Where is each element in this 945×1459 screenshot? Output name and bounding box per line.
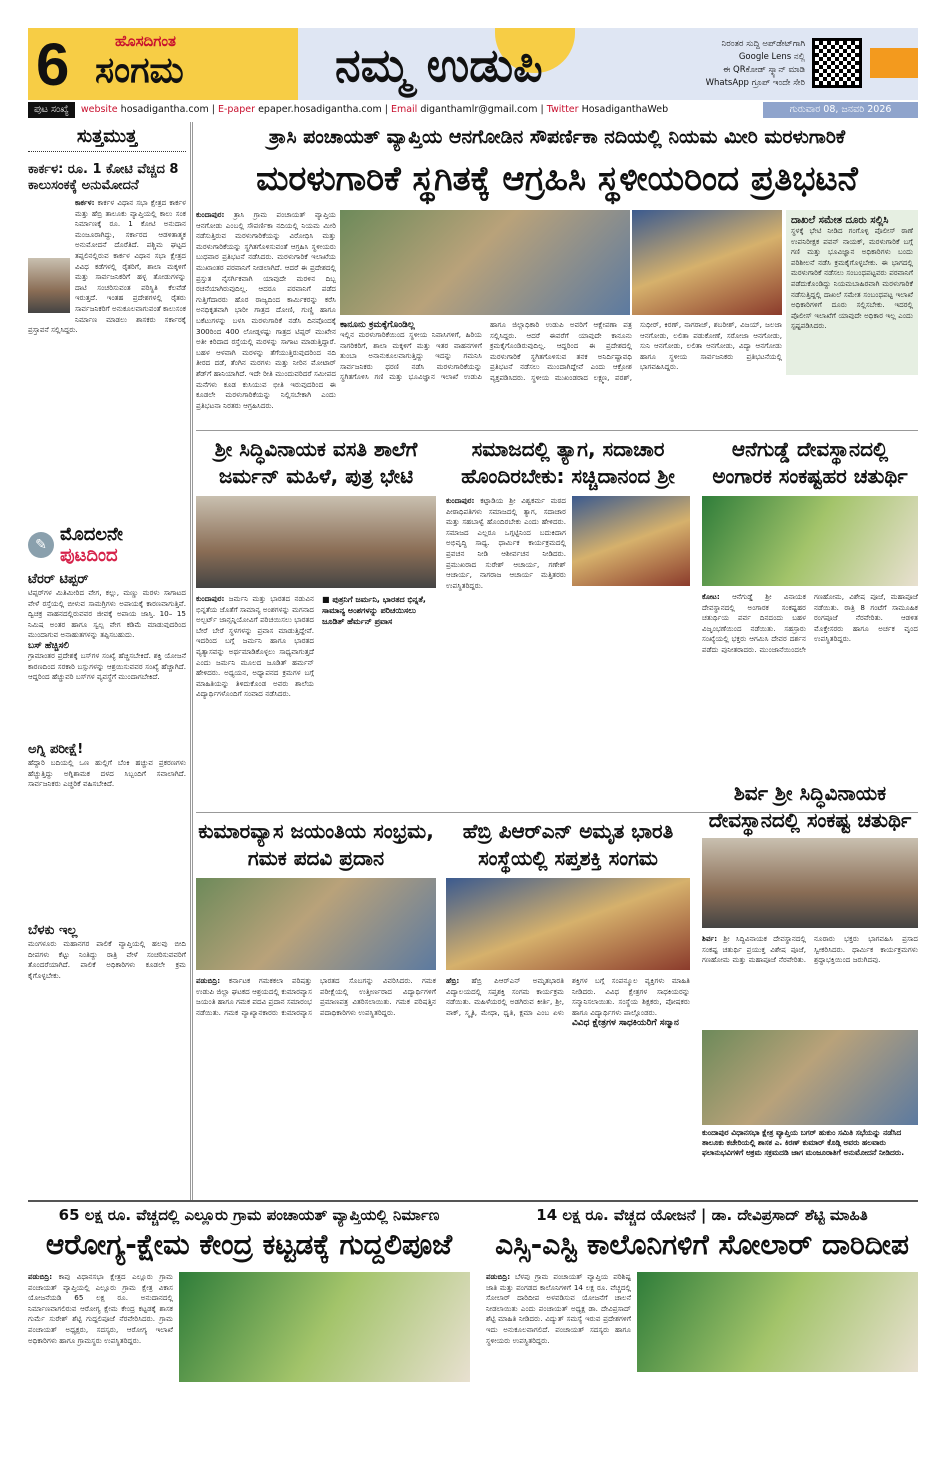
dateline: ಪಡುಬಿದ್ರಿ: bbox=[196, 976, 221, 985]
divider bbox=[196, 430, 918, 431]
story-title: ಕಾರ್ಕಳ: ರೂ. 1 ಕೋಟಿ ವೆಚ್ಚದ 8 ಕಾಲುಸಂಕಕ್ಕೆ ಅನುಮೋದನೆ bbox=[28, 162, 179, 193]
dateline: ಶಿರ್ವ: bbox=[702, 934, 718, 943]
story-title: ಟೆರರ್ ಟಿಪ್ಪರ್ bbox=[28, 572, 89, 587]
website-link[interactable]: hosadigantha.com bbox=[120, 104, 209, 115]
story-headline: ಸಮಾಜದಲ್ಲಿ ತ್ಯಾಗ, ಸದಾಚಾರ ಹೊಂದಿರಬೇಕು: ಸಚ್ಚಿದಾನಂದ ಶ್ರೀ bbox=[461, 437, 675, 488]
story-body bbox=[702, 934, 918, 1024]
visit-photo bbox=[196, 496, 436, 588]
feature-title: ಮೊದಲನೇ bbox=[60, 524, 123, 545]
story-body: ಮಂಗಳೂರು ಮಹಾನಗರ ಪಾಲಿಕೆ ವ್ಯಾಪ್ತಿಯಲ್ಲಿ ಹಲವು ಬೀದಿ ದೀಪಗಳು ಕೆಟ್ಟು ನಿಂತಿದ್ದು ರಾತ್ರಿ ವೇಳೆ ಸಂಚರಿಸುವವರಿಗೆ ತೊಂದರೆಯಾಗಿದೆ. ಪಾಲಿಕೆ ಅಧಿಕಾರಿಗಳು ಕೂಡಲೇ ಕ್ರಮ ಕೈಗೊಳ್ಳಬೇಕು. bbox=[28, 939, 186, 980]
story-text: ಕಾರ್ಕಳ ವಿಧಾನ ಸಭಾ ಕ್ಷೇತ್ರದ ಕಾರ್ಕಳ ಮತ್ತು ಹೆಬ್ರಿ ತಾಲೂಕು ವ್ಯಾಪ್ತಿಯಲ್ಲಿ ಕಾಲು ಸಂಕ ನಿರ್ಮಾಣಕ್ಕೆ ರೂ. 1 ಕೋಟಿ ಅನುದಾನ ಮಂಜೂರಾಗಿದ್ದು, ಸರ್ಕಾರದ ಆಡಳಿತಾತ್ಮಕ ಅನುಮೋದನೆ ದೊರೆತಿದೆ. ಪಶ್ಚಿಮ ಘಟ್ಟದ ತಪ್ಪಲಿನಲ್ಲಿರುವ ಕಾರ್ಕಳ ವಿಧಾನ ಸಭಾ ಕ್ಷೇತ್ರದ ವಿವಿಧ ಕಡೆಗಳಲ್ಲಿ ರೈತರಿಗೆ, ಶಾಲಾ ಮಕ್ಕಳಿಗೆ ಮತ್ತು ಸಾರ್ವಜನಿಕರಿಗೆ ಹಳ್ಳ ತೋಡುಗಳನ್ನು ದಾಟಿ ಸಂಚರಿಸುವಂತ ಪರಿಸ್ಥಿತಿ ಕೆಲವೆಡೆ ಇರುತ್ತದೆ. ಇಂತಹ ಪ್ರದೇಶಗಳಲ್ಲಿ ರೈತರು ಸಾರ್ವಜನಿಕರಿಗೆ ಅನುಕೂಲವಾಗುವಂತೆ ಕಾಲುಸಂಕ ನಿರ್ಮಾಣ ಮಾಡಲು ಶಾಸಕರು ಸರ್ಕಾರಕ್ಕೆ ಪ್ರಸ್ತಾವನೆ ಸಲ್ಲಿಸಿದ್ದರು. bbox=[28, 198, 186, 335]
qr-line: Google Lens ನಲ್ಲಿ bbox=[738, 52, 805, 62]
section-logo: ಸುತ್ತಮುತ್ತ bbox=[28, 126, 186, 152]
story-health-centre bbox=[28, 1206, 470, 1432]
sidebar-text: ಸ್ಥಳಕ್ಕೆ ಭೇಟಿ ನೀಡಿದ ಗಂಗೊಳ್ಳಿ ಪೊಲೀಸ್ ಠಾಣೆ ಉಪನಿರೀಕ್ಷಕ ಪವನ್ ನಾಯಕ್, ಮರಳುಗಾರಿಕೆ ಬಗ್ಗೆ ಗಣಿ ಮತ್ತು ಭೂವಿಜ್ಞಾನ ಅಧಿಕಾರಿಗಳು ಬಂದು ಪರಿಶೀಲನೆ ನಡೆಸಿ ಕ್ರಮಕೈಗೊಳ್ಳಬೇಕು. ಈ ಭಾಗದಲ್ಲಿ ಮರಳುಗಾರಿಕೆ ನಡೆಸಲು ಸಂಬಂಧಪಟ್ಟವರು ಪರವಾನಿಗೆ ಪಡೆದುಕೊಂಡಿದ್ದು ನಿಯಮಬಾಹಿರವಾಗಿ ಮರಳುಗಾರಿಕೆ ನಡೆಸುತ್ತಿದ್ದಲ್ಲಿ ದಾಖಲೆ ಸಮೇತ ಸಂಬಂಧಪಟ್ಟ ಇಲಾಖೆ ಅಧಿಕಾರಿಗಳಿಗೆ ದೂರು ಸಲ್ಲಿಸಬೇಕು. ಇದರಲ್ಲಿ ಪೊಲೀಸ್ ಇಲಾಖೆಗೆ ಯಾವುದೇ ಅಧಿಕಾರ ಇಲ್ಲ ಎಂದು ಸ್ಪಷ್ಟಪಡಿಸಿದರು. bbox=[791, 226, 913, 331]
qr-code[interactable] bbox=[812, 38, 862, 88]
photo-caption: ಕುಂದಾಪುರ ವಿಧಾನಸಭಾ ಕ್ಷೇತ್ರ ವ್ಯಾಪ್ತಿಯ ಬಗರ್ ಹುಕುಂ ಸಮಿತಿ ಸಭೆಯನ್ನು ನಡೆಸಿದ ತಾಲೂಕು ಕಚೇರಿಯಲ್ಲಿ ಶಾಸಕ ಎ. ಕಿರಣ್ ಕುಮಾರ್ ಕೊಡ್ಗಿ ಅವರು ಹಲವಾರು ಫಲಾನುಭವಿಗಳಿಗೆ ಅಕ್ರಮ ಸಕ್ರಮದಡಿ ಜಾಗ ಮಂಜೂರಾತಿಗೆ ಅನುಮೋದನೆ ನೀಡಿದರು. bbox=[702, 1128, 905, 1157]
story-shirva bbox=[702, 780, 918, 1158]
dateline: ಕುಂದಾಪುರ: bbox=[196, 594, 225, 603]
story-headline: ಆನೆಗುಡ್ಡೆ ದೇವಸ್ಥಾನದಲ್ಲಿ ಅಂಗಾರಕ ಸಂಕಷ್ಟಹರ ಚತುರ್ಥಿ bbox=[712, 437, 908, 488]
temple-crowd-photo bbox=[702, 496, 918, 586]
story-headline: ಹೆಬ್ರಿ ಪಿಆರ್‌ಎನ್ ಅಮೃತ ಭಾರತಿ ಸಂಸ್ಥೆಯಲ್ಲಿ ಸಪ್ತಶಕ್ತಿ ಸಂಗಮ bbox=[462, 819, 674, 870]
email-label: Email bbox=[390, 104, 418, 115]
protest-photo bbox=[340, 210, 630, 315]
story-body bbox=[446, 496, 566, 816]
sangama-photo bbox=[446, 878, 690, 970]
dateline: ಕುಂದಾಪುರ: bbox=[196, 210, 225, 219]
story-text: ತ್ರಾಸಿ ಗ್ರಾಮ ಪಂಚಾಯತ್ ವ್ಯಾಪ್ತಿಯ ಆನಗೋಡು ಎಂಬಲ್ಲಿ ಸೌಪರ್ಣಿಕಾ ನದಿಯಲ್ಲಿ ನಿಯಮ ಮೀರಿ ನಡೆಸುತ್ತಿರುವ ಮರಳುಗಾರಿಕೆಯನ್ನು ವಿರೋಧಿಸಿ ಮತ್ತು ಮರಳುಗಾರಿಕೆಯನ್ನು ಸ್ಥಗಿತಗೊಳಿಸುವಂತೆ ಆಗ್ರಹಿಸಿ ಸ್ಥಳೀಯರು ಬುಧವಾರ ಪ್ರತಿಭಟನೆ ನಡೆಸಿದರು. ಮರಳುಗಾರಿಕೆ ಇಲಾಖೆಯ ಮುಖಾಂತರ ಪರವಾನಿಗೆ ನೀಡಲಾಗಿದೆ. ಆದರೆ ಈ ಪ್ರದೇಶದಲ್ಲಿ ಪ್ರಸ್ತುತ ನೈಸರ್ಗಿಕವಾಗಿ ಯಾವುದೇ ಮರಳಿನ ದಿಬ್ಬ ರಚನೆಯಾಗಿರುವುದಿಲ್ಲ. ಆದರೂ ಪರವಾನಿಗೆ ಪಡೆದ ಗುತ್ತಿಗೆದಾರರು ಹೊರ ರಾಜ್ಯದಿಂದ ಕಾರ್ಮಿಕರನ್ನು ಕರೆಸಿ ಅನಧಿಕೃತವಾಗಿ ಭಾರೀ ಗಾತ್ರದ ದೋಣಿ, ಗುಣ್ಣಿ ಹಾಗೂ ಬಕೆಟುಗಳನ್ನು ಬಳಸಿ ಮರಳುಗಾರಿಕೆ ನಡೆಸಿ ದಿನವೊಂದಕ್ಕೆ 300ರಿಂದ 400 ಲೋಡ್ಗಳಷ್ಟು ಗಾತ್ರದ ಟಿಪ್ಪರ್ ಮುಖೇನ ಅತೀ ಕಿರಿದಾದ ರಸ್ತೆಯಲ್ಲಿ ಮರಳನ್ನು ಸಾಗಾಟ ಮಾಡುತ್ತಿದ್ದಾರೆ. ಬಹಳ ಆಳವಾಗಿ ಮರಳನ್ನು ತೆಗೆಯುತ್ತಿರುವುದರಿಂದ ನದಿ ತೀರದ ದಡೆ, ತೆಂಗಿನ ಮರಗಳು ಮತ್ತು ನೀರಿನ ಮೋಟಾರ್ ಶೆಡ್‌ಗೆ ಹಾನಿಯಾಗಿದೆ. ಇದೇ ರೀತಿ ಮುಂದುವರಿದರೆ ಸಮೀಪದ ಮನೆಗಳು ಕೂಡ ಕುಸಿಯುವ ಭೀತಿ ಇರುವುದರಿಂದ ಈ ಕೂಡಲೇ ಮರಳುಗಾರಿಕೆಯನ್ನು ನಿಲ್ಲಿಸಬೇಕಾಗಿ ಎಂದು ಪ್ರತಿಭಟನಾ ನಿರತರು ಆಗ್ರಹಿಸಿದರು. bbox=[196, 210, 336, 410]
story-text: ಹೆದ್ದಾರಿ ಬದಿಯಲ್ಲಿ ಒಣ ಹುಲ್ಲಿಗೆ ಬೆಂಕಿ ಹಚ್ಚುವ ಪ್ರಕರಣಗಳು ಹೆಚ್ಚುತ್ತಿದ್ದು ಅಗ್ನಿಶಾಮಕ ದಳದ ಸಿಬ್ಬಂದಿಗೆ ಸವಾಲಾಗಿದೆ. ಸಾರ್ವಜನಿಕರು ಎಚ್ಚರಿಕೆ ವಹಿಸಬೇಕಿದೆ. bbox=[28, 758, 186, 789]
story-headline: ಆರೋಗ್ಯ-ಕ್ಷೇಮ ಕೇಂದ್ರ ಕಟ್ಟಡಕ್ಕೆ ಗುದ್ದಲಿಪೂಜೆ bbox=[45, 1228, 453, 1261]
qr-line: WhatsApp ಗ್ರೂಪ್ ಇಂದೇ ಸೇರಿ bbox=[705, 78, 805, 88]
story-kicker: 65 ಲಕ್ಷ ರೂ. ವೆಚ್ಚದಲ್ಲಿ ಎಲ್ಲೂರು ಗ್ರಾಮ ಪಂಚಾಯತ್ ವ್ಯಾಪ್ತಿಯಲ್ಲಿ ನಿರ್ಮಾಣ bbox=[58, 1206, 440, 1224]
story-anegudde bbox=[702, 436, 918, 792]
story-title: ಬೆಳಕು ಇಲ್ಲ bbox=[28, 923, 78, 938]
story-title: ಅಗ್ನಿ ಪರೀಕ್ಷೆ! bbox=[28, 742, 84, 757]
twitter-link[interactable]: HosadiganthaWeb bbox=[581, 104, 669, 115]
story-body bbox=[28, 758, 186, 923]
pencil-icon: ✎ bbox=[28, 532, 54, 558]
dateline: ಕಾರ್ಕಳ: bbox=[75, 198, 95, 207]
meeting-photo bbox=[702, 1030, 918, 1125]
contact-links: website hosadigantha.com | E-paper epaper.hosadigantha.com | Email diganthamlr@gmail.com | Twitter HosadiganthaWeb bbox=[80, 104, 669, 115]
story-body bbox=[28, 198, 186, 516]
dateline: ಕೋಟ: bbox=[702, 592, 720, 601]
left-column bbox=[28, 126, 186, 1039]
dateline: ಹೆಬ್ರಿ: bbox=[446, 976, 460, 985]
story-saptashakti bbox=[446, 818, 690, 1191]
edition-title: ನಮ್ಮ ಉಡುಪಿ bbox=[335, 38, 543, 92]
story-body bbox=[196, 976, 436, 1191]
column-divider bbox=[190, 122, 193, 1202]
story-german-visit bbox=[196, 436, 436, 794]
issue-date: ಗುರುವಾರ 08, ಜನವರಿ 2026 bbox=[763, 102, 918, 118]
qr-line: ನಿರಂತರ ಸುದ್ದಿ ಅಪ್‌ಡೇಟ್‌ಗಾಗಿ bbox=[721, 39, 805, 49]
story-text: ಕರ್ನಾಟಕ ಗಮಕಕಲಾ ಪರಿಷತ್ತು ಉಡುಪಿ ಜಿಲ್ಲಾ ಘಟಕದ ಆಶ್ರಯದಲ್ಲಿ ಕುಮಾರವ್ಯಾಸ ಜಯಂತಿ ಹಾಗೂ ಗಮಕ ಪದವಿ ಪ್ರದಾನ ಸಮಾರಂಭ ನಡೆಯಿತು. ಗಮಕ ವ್ಯಾಖ್ಯಾನಕಾರರು ಕುಮಾರವ್ಯಾಸ ಭಾರತದ ಸೊಬಗನ್ನು ವಿವರಿಸಿದರು. ಗಮಕ ಪರೀಕ್ಷೆಯಲ್ಲಿ ಉತ್ತೀರ್ಣರಾದ ವಿದ್ಯಾರ್ಥಿಗಳಿಗೆ ಪ್ರಮಾಣಪತ್ರ ವಿತರಿಸಲಾಯಿತು. ಗಮಕ ಪರಿಷತ್ತಿನ ಪದಾಧಿಕಾರಿಗಳು ಉಪಸ್ಥಿತರಿದ್ದರು. bbox=[196, 976, 436, 1017]
story-headline: ಶಿರ್ವ ಶ್ರೀ ಸಿದ್ಧಿವಿನಾಯಕ ದೇವಸ್ಥಾನದಲ್ಲಿ ಸಂಕಷ್ಟ ಚತುರ್ಥಿ bbox=[708, 781, 912, 832]
story-swamiji bbox=[446, 436, 690, 816]
subheading: ಬಸ್ ಹೆಚ್ಚಿಸಲಿ bbox=[28, 640, 69, 651]
pooja-photo bbox=[702, 838, 918, 928]
story-headline: ಎಸ್ಸಿ-ಎಸ್ಟಿ ಕಾಲೊನಿಗಳಿಗೆ ಸೋಲಾರ್ ದಾರಿದೀಪ bbox=[495, 1228, 909, 1261]
story-headline: ಕುಮಾರವ್ಯಾಸ ಜಯಂತಿಯ ಸಂಭ್ರಮ, ಗಮಕ ಪದವಿ ಪ್ರದಾನ bbox=[198, 819, 434, 870]
story-text: ಇಲ್ಲಿನ ಮರಳುಗಾರಿಕೆಯಿಂದ ಸ್ಥಳೀಯ ನಿವಾಸಿಗಳಿಗೆ, ಹಿರಿಯ ನಾಗರಿಕರಿಗೆ, ಶಾಲಾ ಮಕ್ಕಳಿಗೆ ಮತ್ತು ಇತರ ವಾಹನಗಳಿಗೆ ತುಂಬಾ ಅನಾನುಕೂಲವಾಗುತ್ತಿದ್ದು ಇದನ್ನು ಗಮನಿಸಿ ಸಾರ್ವಜನಿಕರು ಧರಣಿ ನಡೆಸಿ ಮರಳುಗಾರಿಕೆಯನ್ನು ಸ್ಥಗಿತಗೊಳಿಸಿ ಗಣಿ ಮತ್ತು ಭೂವಿಜ್ಞಾನ ಇಲಾಖೆ ಉಡುಪಿ ಹಾಗೂ ಜಿಲ್ಲಾಧಿಕಾರಿ ಉಡುಪಿ ಅವರಿಗೆ ಆಕ್ಷೇಪಣಾ ಪತ್ರ ಸಲ್ಲಿಸಿದ್ದರು. ಆದರೆ ಈವರೆಗೆ ಯಾವುದೇ ಕಾನೂನು ಕ್ರಮಕೈಗೊಂಡಿರುವುದಿಲ್ಲ. ಆದ್ದರಿಂದ ಈ ಪ್ರದೇಶದಲ್ಲಿ ಮರಳುಗಾರಿಕೆ ಸ್ಥಗಿತಗೊಳಿಸುವ ತನಕ ಅನಿರ್ದಿಷ್ಟಾವಧಿ ಪ್ರತಿಭಟನೆ ನಡೆಸಲು ಮುಂದಾಗಿದ್ದೇವೆ ಎಂದು ಆಕ್ರೋಶ ವ್ಯಕ್ತಪಡಿಸಿದರು. ಸ್ಥಳೀಯ ಮುಖಂಡರಾದ ಲಕ್ಷ್ಮಣ, ಪರಶ್, ಸುಧೀರ್, ಕಿರಣ್, ನಾಗರಾಜ್, ಶಬರೀಶ್, ವಿಜಯ್, ಜಲಜಾ ಆನಗೋಡು, ಲಲಿತಾ ಪಡುಕೋಣೆ, ಸರೋಜಾ ಆನಗೋಡು, ಸುನಿ ಆನಗೋಡು, ಲಲಿತಾ ಆನಗೋಡು, ವಿದ್ಯಾ ಆನಗೋಡು ಹಾಗೂ ಸ್ಥಳೀಯ ಸಾರ್ವಜನಿಕರು ಪ್ರತಿಭಟನೆಯಲ್ಲಿ ಭಾಗವಹಿಸಿದ್ದರು. bbox=[340, 320, 782, 382]
story-text: ಗ್ರಾಮಾಂತರ ಪ್ರದೇಶಕ್ಕೆ ಬಸ್‌ಗಳ ಸಂಖ್ಯೆ ಹೆಚ್ಚಿಸಬೇಕಿದೆ. ಶಕ್ತಿ ಯೋಜನೆ ಕಾರಣದಿಂದ ಸರಕಾರಿ ಬಸ್ಸುಗಳನ್ನು ಆಶ್ರಯಿಸುವವರ ಸಂಖ್ಯೆ ಹೆಚ್ಚಾಗಿದೆ. ಆದ್ದರಿಂದ ಹೆಚ್ಚುವರಿ ಬಸ್‌ಗಳ ವ್ಯವಸ್ಥೆಗೆ ಮುಂದಾಗಬೇಕಿದೆ. bbox=[28, 650, 186, 682]
story-text: ಹೆಬ್ರಿ ಪಿಆರ್‌ಎನ್ ಅಮೃತಭಾರತಿ ವಿದ್ಯಾಲಯದಲ್ಲಿ ಸಪ್ತಶಕ್ತಿ ಸಂಗಮ ಕಾರ್ಯಕ್ರಮ ನಡೆಯಿತು. ಮಹಿಳೆಯರಲ್ಲಿ ಅಡಗಿರುವ ಕೀರ್ತಿ, ಶ್ರೀ, ವಾಕ್, ಸ್ಮೃತಿ, ಮೇಧಾ, ಧೃತಿ, ಕ್ಷಮಾ ಎಂಬ ಏಳು ಶಕ್ತಿಗಳ ಬಗ್ಗೆ ಸಂಪನ್ಮೂಲ ವ್ಯಕ್ತಿಗಳು ಮಾಹಿತಿ ನೀಡಿದರು. ವಿವಿಧ ಕ್ಷೇತ್ರಗಳ ಸಾಧಕಿಯರನ್ನು ಸನ್ಮಾನಿಸಲಾಯಿತು. ಸಂಸ್ಥೆಯ ಶಿಕ್ಷಕರು, ಪೋಷಕರು ಹಾಗೂ ವಿದ್ಯಾರ್ಥಿಗಳು ಪಾಲ್ಗೊಂಡರು. bbox=[446, 976, 690, 1017]
divider bbox=[28, 1200, 918, 1202]
story-kicker: 14 ಲಕ್ಷ ರೂ. ವೆಚ್ಚದ ಯೋಜನೆ | ಡಾ. ದೇವಿಪ್ರಸಾದ್ ಶೆಟ್ಟಿ ಮಾಹಿತಿ bbox=[536, 1206, 868, 1224]
gamaka-photo bbox=[196, 878, 436, 970]
story-solar-lamps bbox=[486, 1206, 918, 1432]
dateline: ಕುಂದಾಪುರ: bbox=[446, 496, 475, 505]
lead-body bbox=[196, 210, 336, 425]
epaper-label: E-paper bbox=[217, 104, 256, 115]
story-kumaravyasa bbox=[196, 818, 436, 1191]
sidebar-box bbox=[786, 210, 918, 375]
newspaper-logo: ಹೊಸದಿಗಂತ bbox=[115, 32, 176, 50]
story-body bbox=[28, 1272, 173, 1432]
orange-accent bbox=[870, 48, 918, 78]
feature-title-accent: ಪುಟದಿಂದ bbox=[60, 545, 118, 566]
sidebar-title: ದಾಖಲೆ ಸಮೇತ ದೂರು ಸಲ್ಲಿಸಿ bbox=[791, 215, 889, 226]
story-text: ಕಾಪು ವಿಧಾನಸಭಾ ಕ್ಷೇತ್ರದ ಎಲ್ಲೂರು ಗ್ರಾಮ ಪಂಚಾಯತ್ ವ್ಯಾಪ್ತಿಯಲ್ಲಿ ಎಲ್ಲೂರು ಗ್ರಾಮ ಕ್ಷೇತ್ರ ವಿಕಾಸ ಯೋಜನೆಯಡಿ 65 ಲಕ್ಷ ರೂ. ಅನುದಾನದಲ್ಲಿ ನಿರ್ಮಾಣವಾಗಲಿರುವ ಆರೋಗ್ಯ ಕ್ಷೇಮ ಕೇಂದ್ರ ಕಟ್ಟಡಕ್ಕೆ ಶಾಸಕ ಗುರ್ಮೆ ಸುರೇಶ್ ಶೆಟ್ಟಿ ಗುದ್ದಲಿಪೂಜೆ ನೆರವೇರಿಸಿದರು. ಗ್ರಾಮ ಪಂಚಾಯತ್ ಅಧ್ಯಕ್ಷರು, ಸದಸ್ಯರು, ಆರೋಗ್ಯ ಇಲಾಖೆ ಅಧಿಕಾರಿಗಳು ಹಾಗೂ ಗ್ರಾಮಸ್ಥರು ಉಪಸ್ಥಿತರಿದ್ದರು. bbox=[28, 1272, 173, 1345]
qr-instructions bbox=[660, 38, 805, 90]
epaper-link[interactable]: epaper.hosadigantha.com bbox=[258, 104, 382, 115]
lead-body-continued bbox=[340, 320, 782, 425]
story-body bbox=[196, 594, 314, 794]
river-photo bbox=[632, 210, 782, 315]
groundbreaking-photo bbox=[179, 1272, 470, 1382]
pull-quote: ■ ಪುತ್ರನಿಗೆ ಜರ್ಮನಿ, ಭಾರತದ ಭಿನ್ನತೆ, ಸಾಮಾನ್ಯ ಅಂಶಗಳನ್ನು ಪರಿಚಯಿಸಲು ಜೂಡಿತ್ ಹೆರ್ಮನ್ ಪ್ರವಾಸ bbox=[322, 595, 426, 626]
story-text: ಬೆಳಪು ಗ್ರಾಮ ಪಂಚಾಯತ್ ವ್ಯಾಪ್ತಿಯ ಪರಿಶಿಷ್ಟ ಜಾತಿ ಮತ್ತು ಪಂಗಡದ ಕಾಲೊನಿಗಳಿಗೆ 14 ಲಕ್ಷ ರೂ. ವೆಚ್ಚದಲ್ಲಿ ಸೋಲಾರ್ ದಾರಿದೀಪ ಅಳವಡಿಸುವ ಯೋಜನೆಗೆ ಚಾಲನೆ ನೀಡಲಾಯಿತು ಎಂದು ಪಂಚಾಯತ್ ಅಧ್ಯಕ್ಷ ಡಾ. ದೇವಿಪ್ರಸಾದ್ ಶೆಟ್ಟಿ ಮಾಹಿತಿ ನೀಡಿದರು. ವಿದ್ಯುತ್ ಸಮಸ್ಯೆ ಇರುವ ಪ್ರದೇಶಗಳಿಗೆ ಇದು ಅನುಕೂಲವಾಗಲಿದೆ. ಪಂಚಾಯತ್ ಸದಸ್ಯರು ಹಾಗೂ ಸ್ಥಳೀಯರು ಉಪಸ್ಥಿತರಿದ್ದರು. bbox=[486, 1272, 631, 1345]
page-label: ಪುಟ ಸಂಖ್ಯೆ bbox=[28, 102, 75, 118]
story-text: ಆನೆಗುಡ್ಡೆ ಶ್ರೀ ವಿನಾಯಕ ದೇವಸ್ಥಾನದಲ್ಲಿ ಅಂಗಾರಕ ಸಂಕಷ್ಟಹರ ಚತುರ್ಥಿಯ ಪರ್ವ ದಿನದಂದು ಬಹಳ ವಿಜೃಂಭಣೆಯಿಂದ ನಡೆಯಿತು. ಸಹಸ್ರಾರು ಸಂಖ್ಯೆಯಲ್ಲಿ ಭಕ್ತರು ಆಗಮಿಸಿ ದೇವರ ದರ್ಶನ ಪಡೆದು ಪುನೀತರಾದರು. ಮುಂಜಾನೆಯಿಂದಲೇ ಗಣಹೋಮ, ವಿಶೇಷ ಪೂಜೆ, ಮಹಾಪೂಜೆ ನಡೆಯಿತು. ರಾತ್ರಿ 8 ಗಂಟೆಗೆ ಸಾಮೂಹಿಕ ರಂಗಪೂಜೆ ನೆರವೇರಿತು. ಆಡಳಿತ ಮೊಕ್ತೇಸರರು ಹಾಗೂ ಅರ್ಚಕ ವೃಂದ ಉಪಸ್ಥಿತರಿದ್ದರು. bbox=[702, 592, 918, 654]
email-link[interactable]: diganthamlr@gmail.com bbox=[420, 104, 538, 115]
story-body bbox=[486, 1272, 631, 1432]
swamiji-photo bbox=[572, 496, 690, 586]
supplement-title: ಸಂಗಮ bbox=[95, 50, 184, 91]
twitter-label: Twitter bbox=[546, 104, 579, 115]
solar-lamp-photo bbox=[637, 1272, 918, 1372]
qr-line: ಈ QRಕೋಡ್ ಸ್ಕ್ಯಾನ್ ಮಾಡಿ bbox=[722, 65, 805, 75]
info-strip bbox=[28, 102, 918, 118]
subheading: ವಿವಿಧ ಕ್ಷೇತ್ರಗಳ ಸಾಧಕಿಯರಿಗೆ ಸನ್ಮಾನ bbox=[572, 1018, 679, 1029]
story-text: ಕಟ್ಪಾಡಿಯ ಶ್ರೀ ವಿಶ್ವಕರ್ಮ ಮಠದ ಪೀಠಾಧಿಪತಿಗಳು ಸಮಾಜದಲ್ಲಿ ತ್ಯಾಗ, ಸದಾಚಾರ ಮತ್ತು ಸಹಬಾಳ್ವೆ ಹೊಂದಿರಬೇಕು ಎಂದು ಹೇಳಿದರು. ಸಮಾಜದ ಎಲ್ಲರೂ ಒಗ್ಗಟ್ಟಿನಿಂದ ಬದುಕಿದಾಗ ಅಭಿವೃದ್ಧಿ ಸಾಧ್ಯ. ಧಾರ್ಮಿಕ ಕಾರ್ಯಕ್ರಮದಲ್ಲಿ ಪ್ರವಚನ ನೀಡಿ ಆಶೀರ್ವಚನ ನೀಡಿದರು. ಪ್ರಮುಖರಾದ ಸುರೇಶ್ ಆಚಾರ್ಯ, ಗಣೇಶ್ ಆಚಾರ್ಯ, ನಾಗರಾಜ ಆಚಾರ್ಯ ಮತ್ತಿತರರು ಉಪಸ್ಥಿತರಿದ್ದರು. bbox=[446, 496, 566, 590]
website-label: website bbox=[80, 104, 118, 115]
dateline: ಪಡುಬಿದ್ರಿ: bbox=[486, 1272, 511, 1281]
story-body bbox=[446, 976, 690, 1191]
lead-kicker: ತ್ರಾಸಿ ಪಂಚಾಯತ್ ವ್ಯಾಪ್ತಿಯ ಆನಗೋಡಿನ ಸೌಪರ್ಣಿಕಾ ನದಿಯಲ್ಲಿ ನಿಯಮ ಮೀರಿ ಮರಳುಗಾರಿಕೆ bbox=[268, 126, 846, 148]
mla-photo bbox=[28, 258, 70, 313]
story-text: ಶ್ರೀ ಸಿದ್ಧಿವಿನಾಯಕ ದೇವಸ್ಥಾನದಲ್ಲಿ ಸಂಕಷ್ಟ ಚತುರ್ಥಿ ಪ್ರಯುಕ್ತ ವಿಶೇಷ ಪೂಜೆ, ಗಣಹೋಮ ಮತ್ತು ಮಹಾಪೂಜೆ ನೆರವೇರಿತು. ನೂರಾರು ಭಕ್ತರು ಭಾಗವಹಿಸಿ ಪ್ರಸಾದ ಸ್ವೀಕರಿಸಿದರು. ಧಾರ್ಮಿಕ ಕಾರ್ಯಕ್ರಮಗಳು ಶ್ರದ್ಧಾಭಕ್ತಿಯಿಂದ ಜರುಗಿದವು. bbox=[702, 934, 918, 965]
dateline: ಪಡುಬಿದ್ರಿ: bbox=[28, 1272, 53, 1281]
feature-header bbox=[28, 524, 186, 566]
pull-quote-text: ಪುತ್ರನಿಗೆ ಜರ್ಮನಿ, ಭಾರತದ ಭಿನ್ನತೆ, ಸಾಮಾನ್ಯ ಅಂಶಗಳನ್ನು ಪರಿಚಯಿಸಲು ಜೂಡಿತ್ ಹೆರ್ಮನ್ ಪ್ರವಾಸ bbox=[322, 595, 426, 626]
lead-headline: ಮರಳುಗಾರಿಕೆ ಸ್ಥಗಿತಕ್ಕೆ ಆಗ್ರಹಿಸಿ ಸ್ಥಳೀಯರಿಂದ ಪ್ರತಿಭಟನೆ bbox=[256, 159, 858, 199]
page-number: 6 bbox=[36, 31, 70, 98]
story-text: ಜರ್ಮನಿ ಮತ್ತು ಭಾರತದ ನಡುವಿನ ಭಿನ್ನತೆಯ ಜೊತೆಗೆ ಸಾಮಾನ್ಯ ಅಂಶಗಳನ್ನು ಮಗನಾದ ಅಲ್ಬರ್ಟ್ ಜಾನ್ಸನ್ನಿಯೋವಿಗೆ ಪರಿಚಯಿಸಲು ಭಾರತದ ಬೇರೆ ಬೇರೆ ಸ್ಥಳಗಳನ್ನು ಪ್ರವಾಸ ಮಾಡುತ್ತಿದ್ದೇವೆ. ಇದರಿಂದ ಬಗ್ಗೆ ಜರ್ಮನಿ ಹಾಗೂ ಭಾರತದ ವ್ಯತ್ಯಾಸವನ್ನು ಅರ್ಥಮಾಡಿಕೊಳ್ಳಲು ಸಾಧ್ಯವಾಗುತ್ತದೆ ಎಂದು ಜರ್ಮನಿ ಮೂಲದ ಜೂಡಿತ್ ಹರ್ಮನ್ ಹೇಳಿದರು. ಅಧ್ಯಯನ, ಅಧ್ಯಾಪನದ ಕ್ರಮಗಳ ಬಗ್ಗೆ ಮಾಹಿತಿಯನ್ನು ತಿಳಿದುಕೊಂಡ ಅವರು ಶಾಲೆಯ ವಿದ್ಯಾರ್ಥಿಗಳೊಂದಿಗೆ ಸಂವಾದ ನಡೆಸಿದರು. bbox=[196, 594, 314, 699]
story-text: ಟಿಪ್ಪರ್‌ಗಳ ಮಿತಿಮೀರಿದ ವೇಗ, ಕಲ್ಲು, ಮಣ್ಣು ಮರಳು ಸಾಗಾಟದ ವೇಳೆ ರಸ್ತೆಯಲ್ಲಿ ಬೀಳುವ ಸಾಮಗ್ರಿಗಳು ಅಪಾಯಕ್ಕೆ ಕಾರಣವಾಗುತ್ತಿವೆ. ದ್ವಿಚಕ್ರ ವಾಹನದಲ್ಲಿರುವವರ ಜೀವಕ್ಕೆ ಅಪಾಯ ಜಾಸ್ತಿ. 10– 15 ನಿಮಿಷ ಅಂತರ ಹಾಗೂ ಸ್ವಲ್ಪ ವೇಗ ಕಡಿಮೆ ಮಾಡುವುದರಿಂದ ಮುಂದಾಗುವ ಅನಾಹುತಗಳನ್ನು ತಪ್ಪಿಸಬಹುದು. bbox=[28, 588, 186, 640]
subheading: ಕಾನೂನು ಕ್ರಮಕ್ಕೆಗೊಂಡಿಲ್ಲ bbox=[340, 320, 415, 330]
story-headline: ಶ್ರೀ ಸಿದ್ಧಿವಿನಾಯಕ ವಸತಿ ಶಾಲೆಗೆ ಜರ್ಮನ್ ಮಹಿಳೆ, ಪುತ್ರ ಭೇಟಿ bbox=[214, 437, 418, 488]
story-body bbox=[28, 588, 186, 738]
story-body bbox=[702, 592, 918, 792]
